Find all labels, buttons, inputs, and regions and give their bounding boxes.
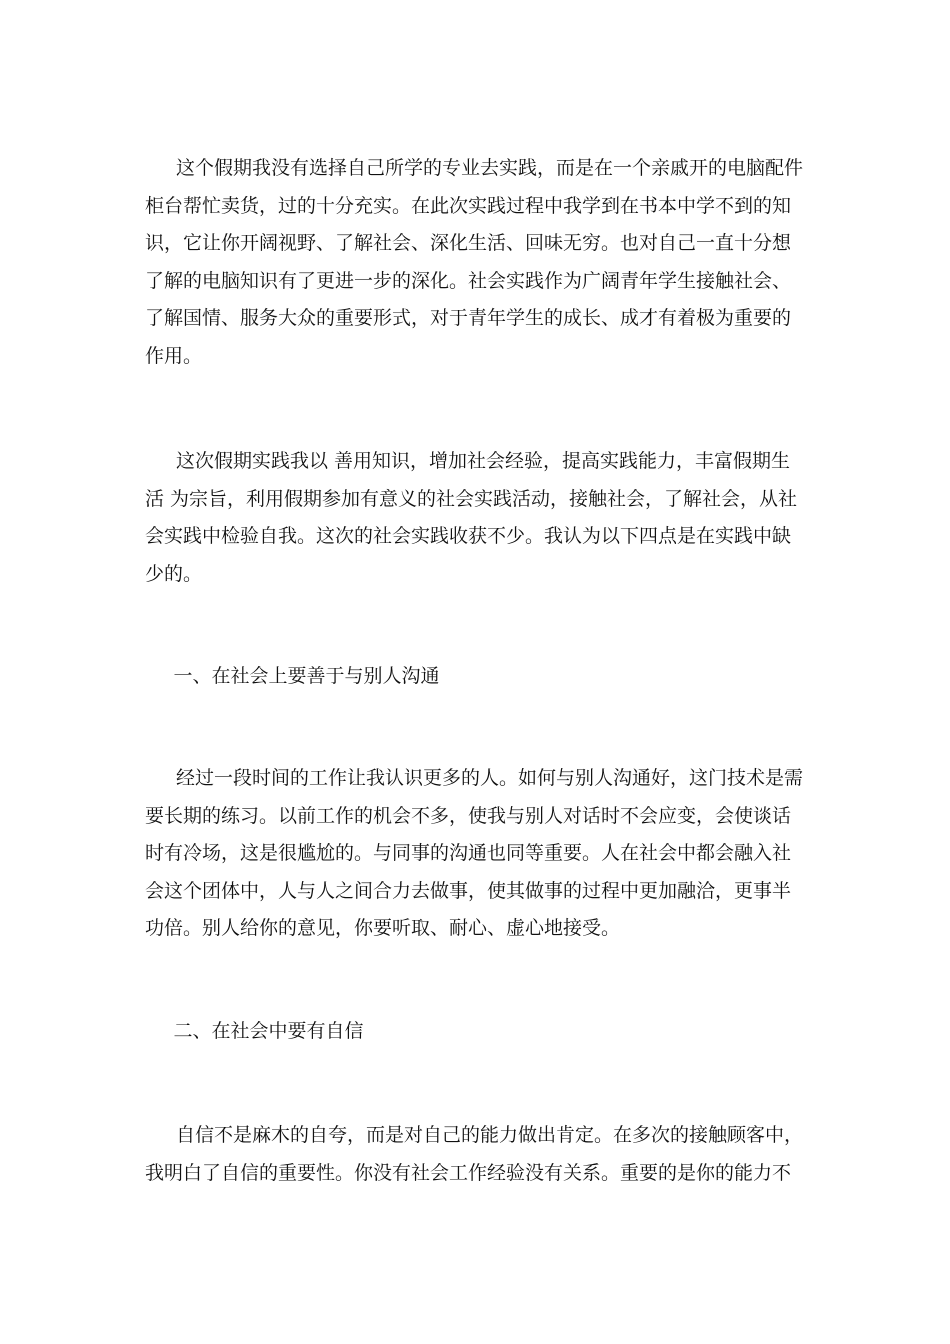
- paragraph-confidence: [145, 1117, 807, 1192]
- text-line: 我明白了自信的重要性。你没有社会工作经验没有关系。重要的是你的能力不: [145, 1161, 792, 1184]
- text-line: 了解的电脑知识有了更进一步的深化。社会实践作为广阔青年学生接触社会、: [145, 269, 792, 292]
- text-line: 会这个团体中，人与人之间合力去做事，使其做事的过程中更加融洽，更事半: [145, 879, 792, 902]
- text-line: 自信不是麻木的自夸，而是对自己的能力做出肯定。在多次的接触顾客中，: [176, 1124, 804, 1146]
- paragraph-practice-purpose: [145, 443, 807, 593]
- text-line: 要长期的练习。以前工作的机会不多，使我与别人对话时不会应变，会使谈话: [145, 804, 792, 827]
- section-heading-confidence: 二、在社会中要有自信: [173, 1020, 364, 1042]
- text-line: 了解国情、服务大众的重要形式，对于青年学生的成长、成才有着极为重要的: [145, 307, 792, 329]
- text-line: 这个假期我没有选择自己所学的专业去实践，而是在一个亲戚开的电脑配件: [176, 157, 804, 179]
- text-line: 作用。: [145, 344, 203, 367]
- text-line: 会实践中检验自我。这次的社会实践收获不少。我认为以下四点是在实践中缺: [145, 525, 792, 547]
- text-line: 经过一段时间的工作让我认识更多的人。如何与别人沟通好，这门技术是需: [176, 767, 804, 789]
- text-line: 柜台帮忙卖货，过的十分充实。在此次实践过程中我学到在书本中学不到的知: [145, 194, 792, 217]
- text-line: 这次假期实践我以 善用知识，增加社会经验，提高实践能力，丰富假期生: [176, 450, 791, 472]
- text-line: 功倍。别人给你的意见，你要听取、耐心、虚心地接受。: [145, 917, 621, 939]
- text-line: 少的。: [145, 562, 203, 585]
- paragraph-communication: [145, 760, 807, 948]
- section-heading-communication: 一、在社会上要善于与别人沟通: [173, 665, 440, 687]
- paragraph-internship-intro: [145, 150, 807, 375]
- text-line: 时有冷场，这是很尴尬的。与同事的沟通也同等重要。人在社会中都会融入社: [145, 842, 792, 864]
- text-line: 识，它让你开阔视野、了解社会、深化生活、回味无穷。也对自己一直十分想: [145, 232, 792, 254]
- text-line: 活 为宗旨，利用假期参加有意义的社会实践活动，接触社会，了解社会，从社: [145, 487, 798, 510]
